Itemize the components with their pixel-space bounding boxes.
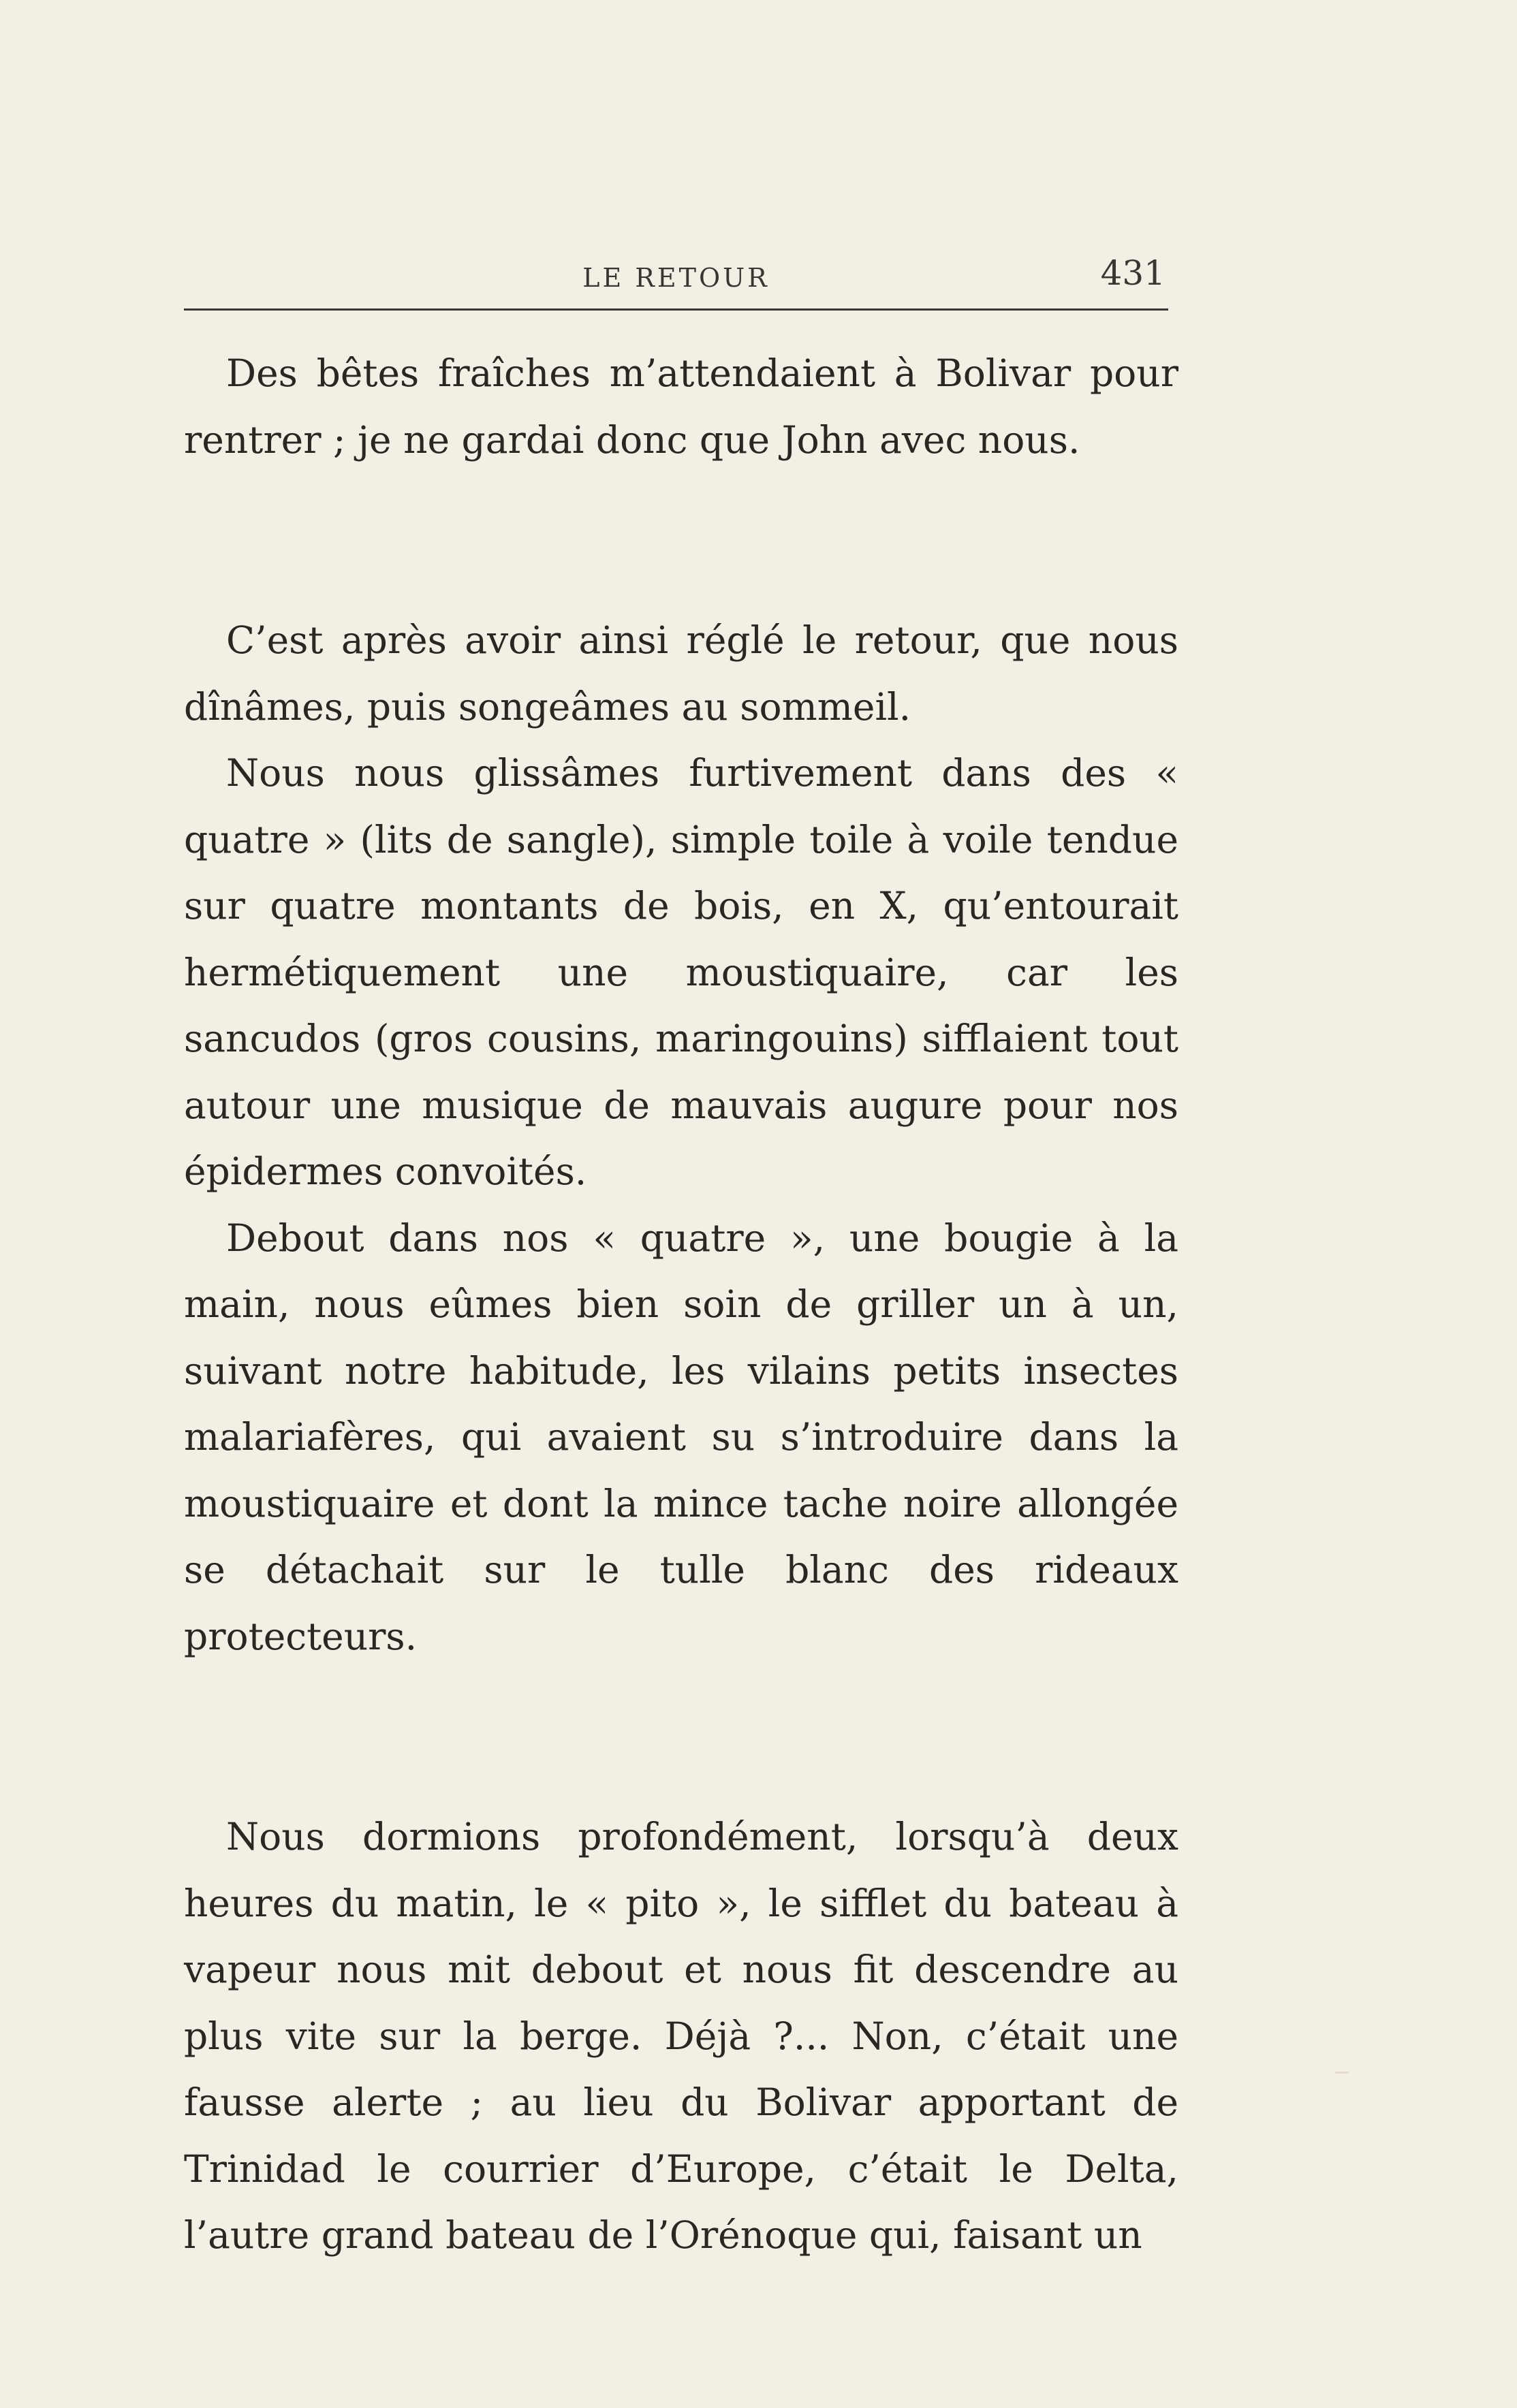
paragraph-1: Des bêtes fraîches m’attendaient à Bolivar pour rentrer ; je ne gardai donc que John avec nous. — [184, 351, 1178, 462]
paper-speck — [1335, 2072, 1349, 2074]
running-title: LE RETOUR — [582, 263, 770, 293]
paragraph-5: Nous dormions profondément, lorsqu’à deux heures du matin, le « pito », le sifflet du bateau à vapeur nous mit debout et nous fit descendre au plus vite sur la berge. Déjà ?... Non, c’était une fausse alerte ; au lieu du Bolivar apportant de Trinidad le courrier d’Europe, c’était le Delta, l’autre grand bateau de l’Orénoque qui, faisant un — [184, 1815, 1178, 2257]
paragraph-4: Debout dans nos « quatre », une bougie à la main, nous eûmes bien soin de griller un à un, suivant notre habitude, les vilains petits insectes malariafères, qui avaient su s’introduire dans la moustiquaire et dont la mince tache noire allongée se détachait sur le tulle blanc des rideaux protecteurs. — [184, 1216, 1178, 1658]
section-break — [184, 473, 1178, 607]
running-header — [184, 253, 1168, 308]
paragraph-3: Nous nous glissâmes furtivement dans des « quatre » (lits de sangle), simple toile à voile tendue sur quatre montants de bois, en X, qu’entourait hermétiquement une moustiquaire, car les sancudos (gros cousins, maringouins) sifflaient tout autour une musique de mauvais augure pour nos épidermes convoités. — [184, 751, 1178, 1193]
header-rule — [184, 308, 1168, 311]
page-number: 431 — [1100, 253, 1166, 293]
body-text — [184, 340, 1178, 2269]
section-break — [184, 1670, 1178, 1804]
paragraph-2: C’est après avoir ainsi réglé le retour, que nous dînâmes, puis songeâmes au sommeil. — [184, 618, 1178, 729]
